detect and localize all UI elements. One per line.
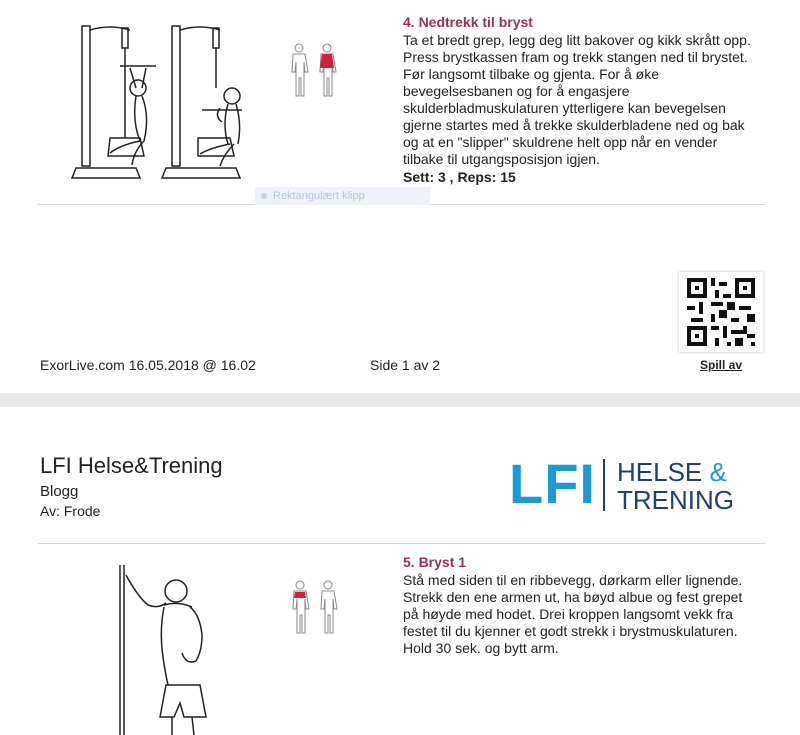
snip-icon (261, 193, 267, 199)
text-line: festet til du kjenner et godt strekk i brystmuskulaturen. (403, 623, 738, 639)
qr-code[interactable] (679, 272, 763, 352)
lat-pulldown-illustration (70, 18, 250, 188)
logo-abbr: LFI (509, 452, 596, 515)
text-line: på høyde med hodet. Drei kroppen langsomt vekk fra (403, 606, 733, 622)
exercise-4-title: 4. Nedtrekk til bryst (403, 14, 533, 30)
exercise-4-description (403, 32, 783, 168)
text-line: og at en "slipper" skuldrene helt opp når en vender (403, 134, 718, 150)
text-line: skulderbladmuskulaturen ytterligere kan bevegelsen (403, 100, 726, 116)
chest-stretch-illustration (110, 559, 220, 735)
qr-code-icon (687, 278, 755, 346)
text-line: Før langsomt tilbake og gjenta. For å øke (403, 66, 659, 82)
text-line: Stå med siden til en ribbevegg, dørkarm eller lignende. (403, 572, 743, 588)
text-line: Ta et bredt grep, legg deg litt bakover og kikk skrått opp. (403, 32, 751, 48)
text-line: gjerne startes med å trekke skulderbladene ned og bak (403, 117, 745, 133)
sets-reps: Sett: 3 , Reps: 15 (403, 169, 516, 185)
author: Av: Frode (40, 503, 101, 519)
logo-line-1 (617, 457, 727, 488)
muscle-map-back-lats (283, 42, 343, 102)
play-link[interactable]: Spill av (700, 358, 743, 372)
brand-subtitle: Blogg (40, 483, 79, 500)
footer-page-number: Side 1 av 2 (370, 357, 441, 373)
divider (38, 543, 765, 544)
text-line: tilbake til utgangsposisjon igjen. (403, 151, 600, 167)
text-line: Strekk den ene armen ut, ha bøyd albue og fest grepet (403, 589, 743, 605)
brand-title: LFI Helse&Trening (40, 453, 223, 478)
page-separator (0, 393, 800, 407)
logo-line-2: TRENING (617, 485, 734, 515)
exercise-5-title: 5. Bryst 1 (403, 554, 467, 570)
footer-site-date: ExorLive.com 16.05.2018 @ 16.02 (40, 357, 256, 373)
logo-divider (603, 459, 605, 511)
logo-ampersand: & (709, 457, 727, 487)
logo-helse: HELSE (617, 457, 710, 487)
text-line: bevegelsesbanen og for å engasjere (403, 83, 630, 99)
lfi-logo (497, 447, 759, 523)
snip-tooltip (255, 187, 430, 205)
snip-tooltip-label: Rektangulært klipp (273, 190, 365, 202)
pdf-page-2 (0, 407, 800, 735)
text-line: Press brystkassen fram og trekk stangen ned til brystet. (403, 49, 748, 65)
exercise-5-description (403, 572, 783, 657)
text-line: Hold 30 sek. og bytt arm. (403, 640, 559, 656)
muscle-map-front-chest (286, 579, 346, 639)
